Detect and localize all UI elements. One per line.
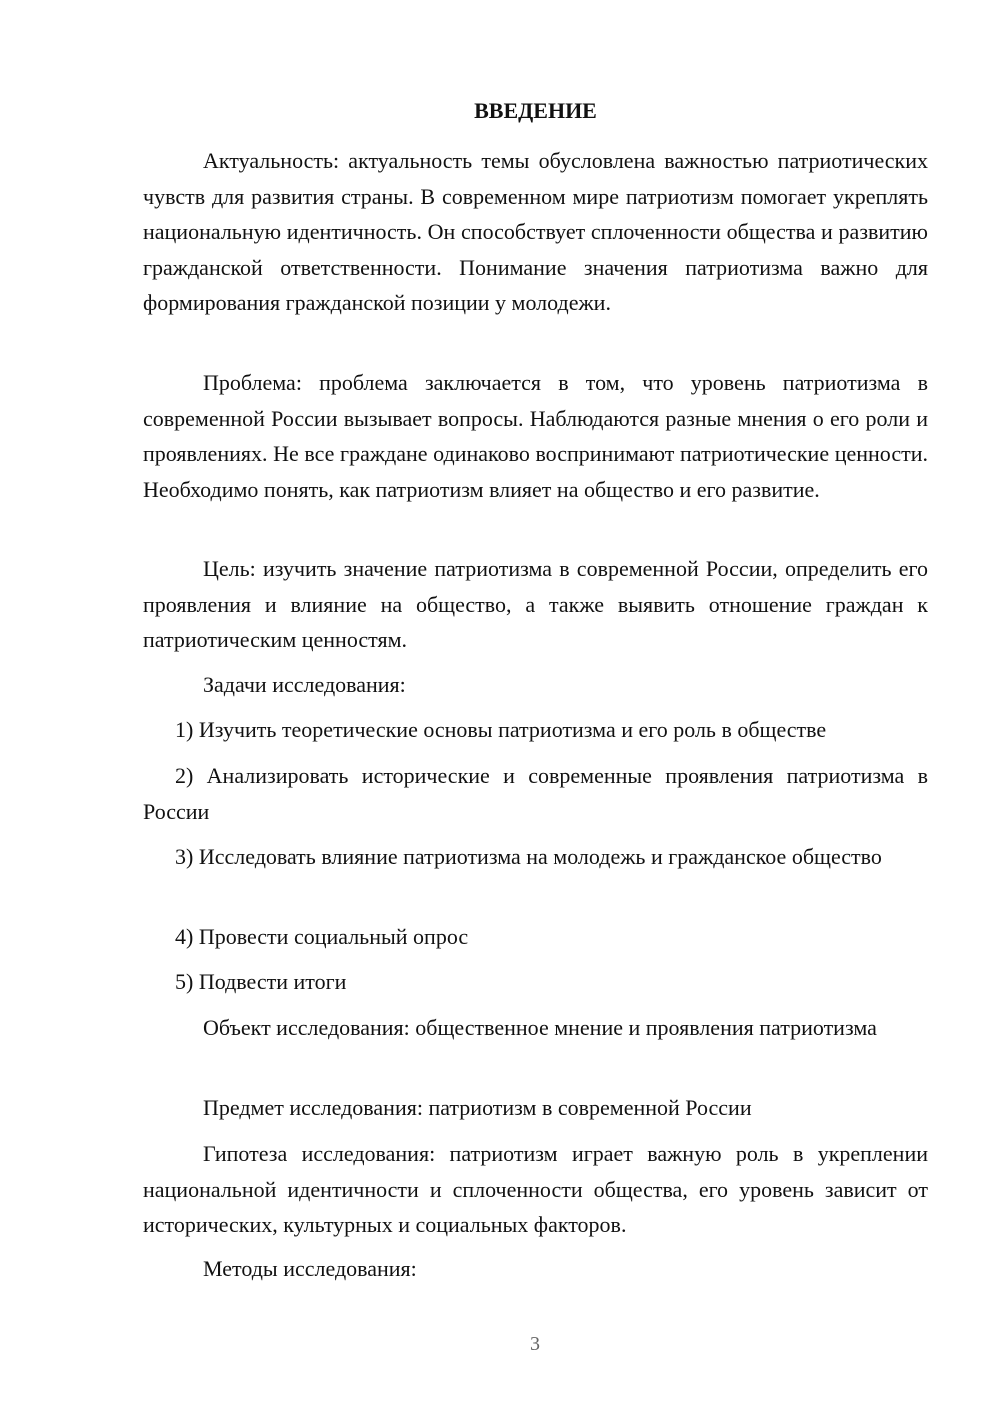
task-item-5: 5) Подвести итоги bbox=[175, 969, 347, 994]
paragraph-goal: Цель: изучить значение патриотизма в современной России, определить его проявления и влияние на общество, а также выявить отношение граждан к патриотическим ценностям. bbox=[143, 556, 928, 652]
paragraph-methods: Методы исследования: bbox=[203, 1256, 417, 1281]
paragraph-subject: Предмет исследования: патриотизм в современной России bbox=[203, 1095, 752, 1120]
task-item-1: 1) Изучить теоретические основы патриотизма и его роль в обществе bbox=[175, 717, 827, 742]
page-number: 3 bbox=[530, 1333, 540, 1355]
tasks-heading: Задачи исследования: bbox=[203, 672, 406, 697]
paragraph-hypothesis: Гипотеза исследования: патриотизм играет важную роль в укреплении национальной идентичности и сплоченности общества, его уровень зависит от исторических, культурных и социальных факторов. bbox=[143, 1141, 928, 1237]
page-title: ВВЕДЕНИЕ bbox=[474, 98, 597, 123]
paragraph-problem: Проблема: проблема заключается в том, что уровень патриотизма в современной России вызывает вопросы. Наблюдаются разные мнения о его роли и проявлениях. Не все граждане одинаково воспринимают патриотические ценности. Необходимо понять, как патриотизм влияет на общество и его развитие. bbox=[143, 370, 928, 502]
task-item-3: 3) Исследовать влияние патриотизма на молодежь и гражданское общество bbox=[175, 844, 882, 869]
task-item-2: 2) Анализировать исторические и современные проявления патриотизма в России bbox=[143, 763, 928, 824]
paragraph-relevance: Актуальность: актуальность темы обусловлена важностью патриотических чувств для развития страны. В современном мире патриотизм помогает укреплять национальную идентичность. Он способствует сплоченности общества и развитию гражданской ответственности. Понимание значения патриотизма важно для формирования гражданской позиции у молодежи. bbox=[143, 148, 928, 315]
task-item-4: 4) Провести социальный опрос bbox=[175, 924, 469, 949]
paragraph-object: Объект исследования: общественное мнение и проявления патриотизма bbox=[203, 1015, 877, 1040]
